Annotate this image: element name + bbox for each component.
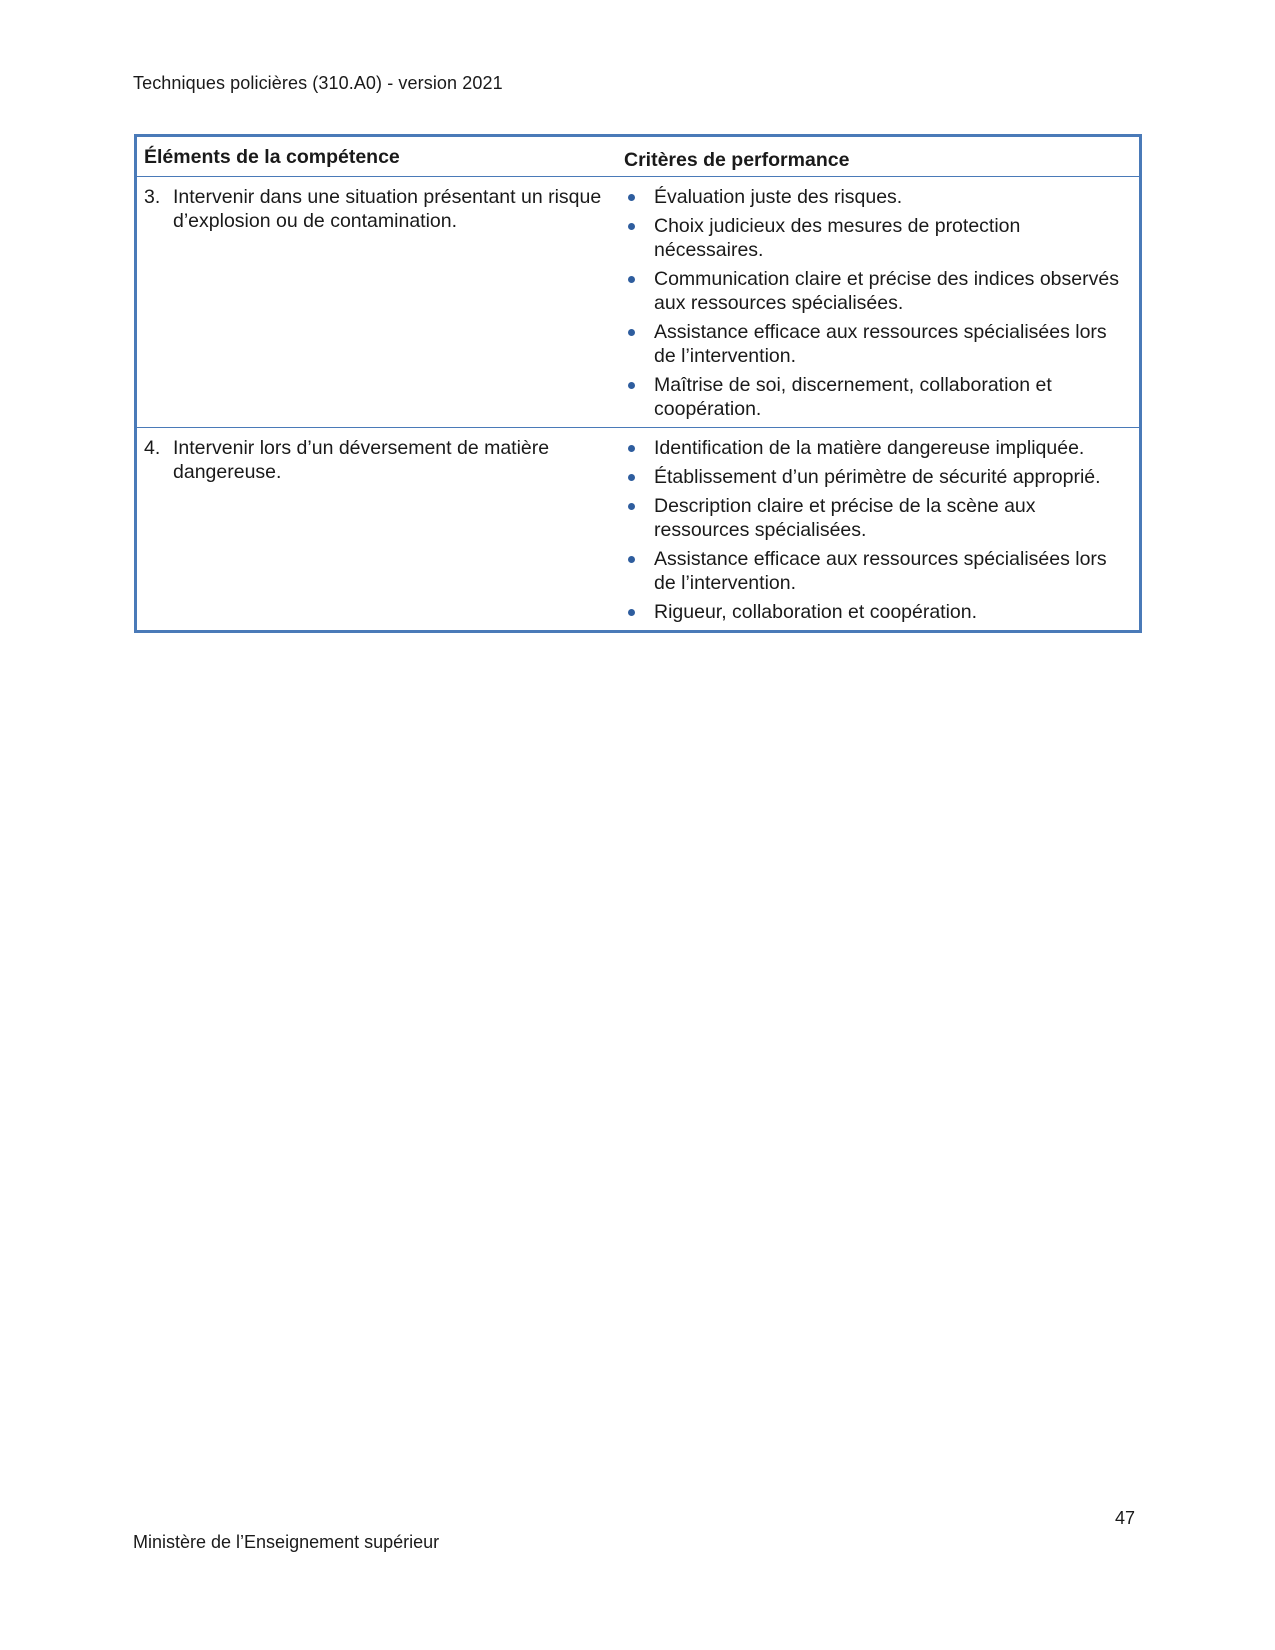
bullet-icon — [624, 465, 654, 489]
table-row — [137, 427, 1139, 630]
criterion-text: Maîtrise de soi, discernement, collaboration et coopération. — [654, 374, 1052, 420]
competence-table — [134, 134, 1142, 633]
table-header-row — [137, 137, 1139, 176]
page-header: Techniques policières (310.A0) - version 2021 — [133, 73, 503, 93]
list-item — [624, 494, 1125, 542]
criterion-text: Évaluation juste des risques. — [654, 186, 903, 208]
list-item — [624, 600, 1125, 624]
bullet-icon — [624, 320, 654, 368]
list-item — [624, 267, 1125, 315]
criteria-list — [624, 177, 1139, 427]
list-item — [624, 436, 1125, 460]
table-row — [137, 176, 1139, 427]
criterion-text: Établissement d’un périmètre de sécurité approprié. — [654, 466, 1101, 488]
list-item — [624, 214, 1125, 262]
bullet-icon — [624, 436, 654, 460]
criterion-text: Choix judicieux des mesures de protection nécessaires. — [654, 215, 1021, 261]
page-footer: Ministère de l’Enseignement supérieur — [133, 1532, 440, 1552]
element-cell — [137, 177, 624, 427]
page-number: 47 — [1115, 1508, 1136, 1528]
criterion-text: Communication claire et précise des indices observés aux ressources spécialisées. — [654, 268, 1119, 314]
element-text: Intervenir lors d’un déversement de matière dangereuse. — [173, 437, 550, 483]
list-item — [624, 465, 1125, 489]
bullet-icon — [624, 600, 654, 624]
bullet-icon — [624, 185, 654, 209]
header-criteria: Critères de performance — [624, 149, 850, 171]
bullet-icon — [624, 547, 654, 595]
criterion-text: Assistance efficace aux ressources spécialisées lors de l’intervention. — [654, 321, 1107, 367]
criterion-text: Identification de la matière dangereuse impliquée. — [654, 437, 1085, 459]
bullet-icon — [624, 373, 654, 421]
bullet-icon — [624, 214, 654, 262]
bullet-icon — [624, 267, 654, 315]
element-number: 3. — [144, 186, 161, 208]
bullet-icon — [624, 494, 654, 542]
element-number: 4. — [144, 437, 161, 459]
criteria-cell — [624, 177, 1139, 427]
criterion-text: Rigueur, collaboration et coopération. — [654, 601, 978, 623]
element-text: Intervenir dans une situation présentant un risque d’explosion ou de contamination. — [173, 186, 602, 232]
list-item — [624, 320, 1125, 368]
list-item — [624, 185, 1125, 209]
criteria-list — [624, 428, 1139, 630]
criterion-text: Assistance efficace aux ressources spécialisées lors de l’intervention. — [654, 548, 1107, 594]
list-item — [624, 547, 1125, 595]
criteria-cell — [624, 428, 1139, 630]
list-item — [624, 373, 1125, 421]
criterion-text: Description claire et précise de la scène aux ressources spécialisées. — [654, 495, 1036, 541]
element-cell — [137, 428, 624, 630]
header-elements: Éléments de la compétence — [144, 146, 400, 168]
